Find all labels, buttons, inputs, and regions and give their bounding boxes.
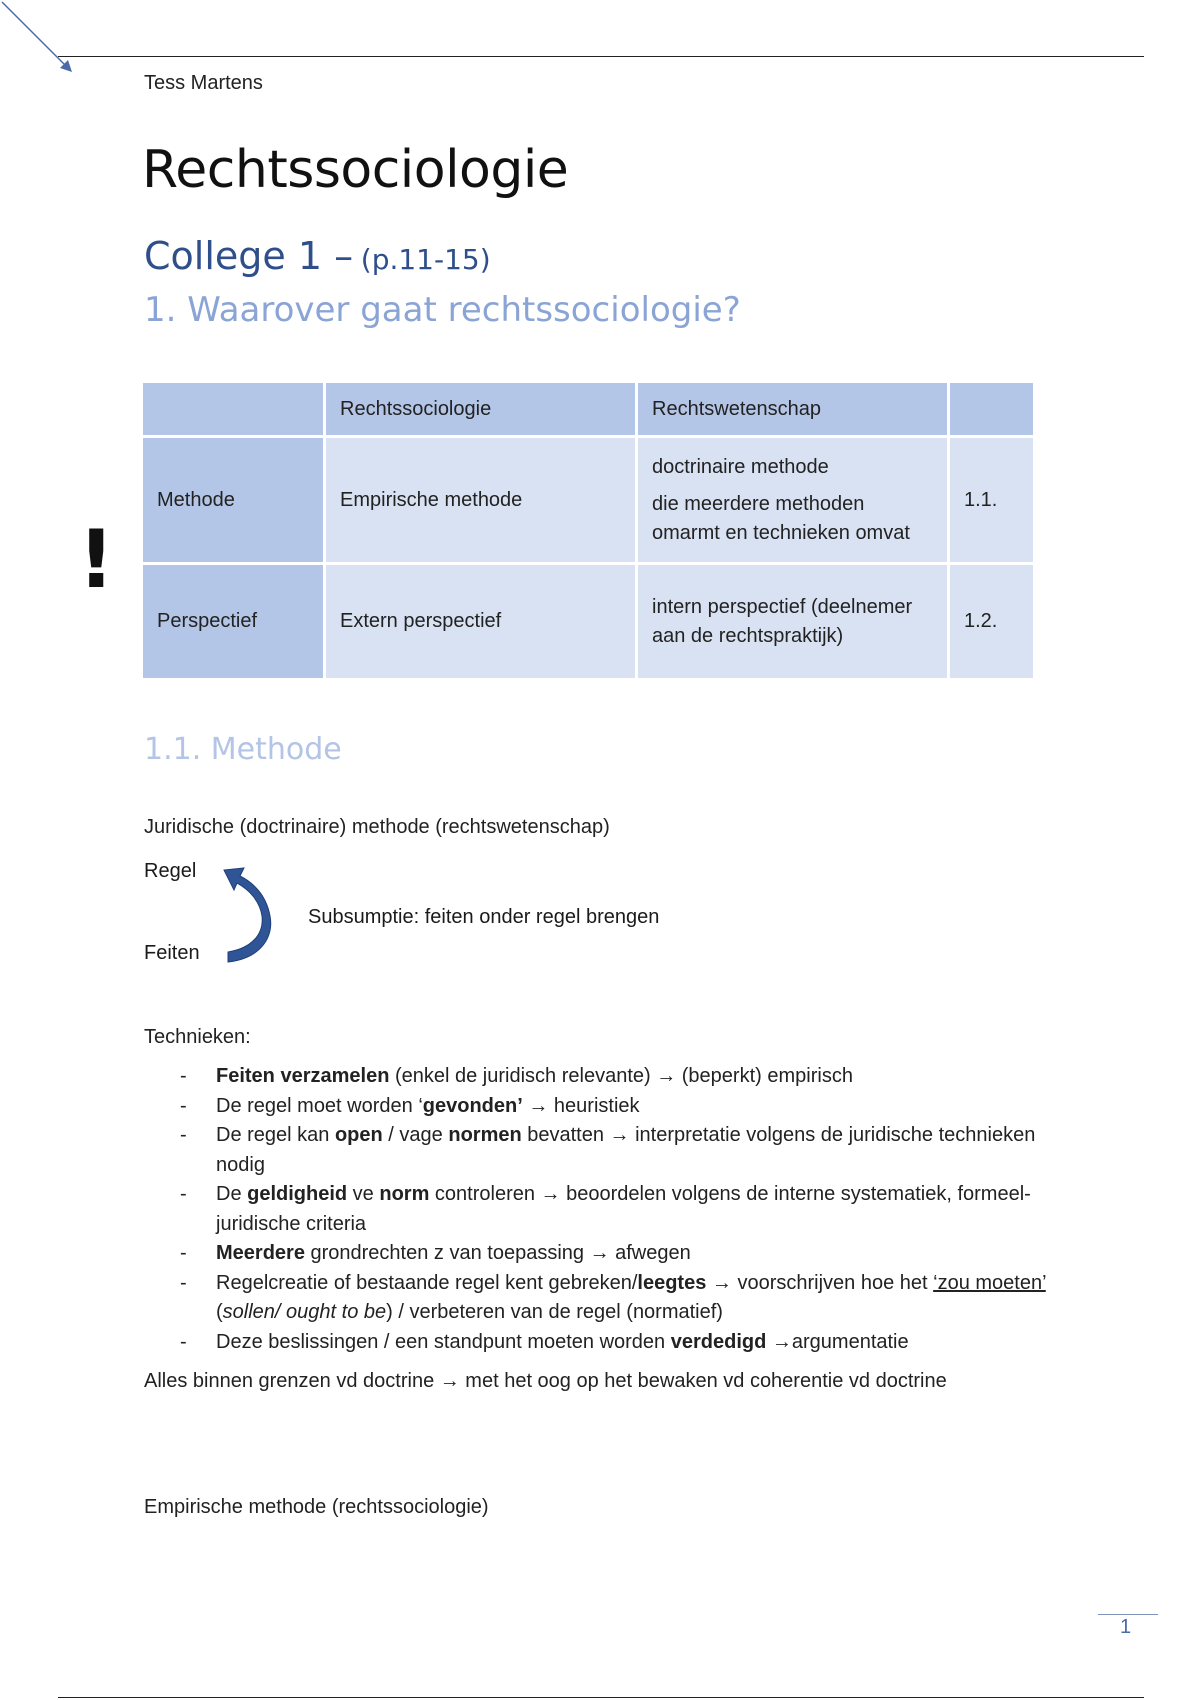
table-cell — [638, 438, 947, 562]
bullet-text-run: ) / verbeteren van de regel (normatief) — [386, 1301, 723, 1323]
section-heading-1: 1. Waarover gaat rechtssociologie? — [144, 290, 741, 330]
bullet-dash: - — [180, 1124, 187, 1146]
bullet-text-run: ve — [347, 1183, 380, 1205]
bullet-text-run: geldigheid — [247, 1183, 348, 1205]
table-header-cell — [950, 383, 1033, 435]
header-rule — [58, 56, 1144, 57]
bullet-text-run: bevatten → interpretatie volgens de juridische technieken nodig — [216, 1124, 1036, 1176]
bullet-text-run: De regel moet worden ‘ — [216, 1094, 423, 1117]
bullet-text-run: ‘zou moeten’ — [933, 1271, 1046, 1294]
bullet-text-run: ( — [216, 1301, 223, 1323]
bullet-text-run: norm — [379, 1183, 430, 1205]
technieken-list — [144, 1062, 1084, 1357]
diagram-feiten-label: Feiten — [144, 942, 200, 964]
exclamation-icon: ! — [78, 513, 115, 606]
footer-rule — [1098, 1614, 1158, 1615]
bullet-text-run: normen — [448, 1124, 522, 1146]
bullet-text-run: leegtes — [637, 1271, 707, 1294]
bullet-dash: - — [180, 1330, 187, 1353]
bullet-text-run: gevonden’ — [422, 1094, 523, 1117]
cell-line: die meerdere methoden omarmt en technieken omvat — [652, 492, 910, 544]
corner-arrow-icon — [0, 0, 80, 80]
cell-line: intern perspectief (deelnemer aan de rechtspraktijk) — [652, 595, 913, 647]
section-heading-1-1: 1.1. Methode — [144, 732, 342, 767]
bullet-text-run: De regel kan — [216, 1124, 335, 1146]
list-item — [144, 1328, 1084, 1358]
table-row — [143, 438, 1033, 562]
table-header-cell: Rechtswetenschap — [638, 383, 947, 435]
college-pages: (p.11-15) — [360, 243, 491, 276]
bullet-text-run: Meerdere — [216, 1242, 305, 1264]
row-label: Perspectief — [143, 565, 323, 678]
row-label: Methode — [143, 438, 323, 562]
bullet-text-run: → heuristiek — [522, 1094, 640, 1117]
bullet-dash: - — [180, 1065, 187, 1087]
bullet-text-run: / vage — [382, 1124, 449, 1146]
list-item — [144, 1121, 1084, 1180]
bullet-text-run: Regelcreatie of bestaande regel kent gebreken/ — [216, 1271, 638, 1294]
document-title: Rechtssociologie — [142, 140, 569, 200]
college-title: College 1 – — [144, 234, 354, 278]
list-item — [144, 1239, 1084, 1269]
list-item — [144, 1092, 1084, 1122]
table-row — [143, 565, 1033, 678]
college-heading — [144, 234, 491, 278]
bullet-text-run: sollen/ ought to be — [222, 1301, 387, 1323]
alles-binnen-line: Alles binnen grenzen vd doctrine → met het oog op het bewaken vd coherentie vd doctrine — [144, 1370, 947, 1392]
author-name: Tess Martens — [144, 72, 263, 94]
bullet-text-run: open — [334, 1124, 383, 1146]
table-header-row — [143, 383, 1033, 435]
table-header-cell: Rechtssociologie — [326, 383, 635, 435]
bullet-text-run: Deze beslissingen / een standpunt moeten worden — [216, 1330, 671, 1353]
table-cell-ref: 1.2. — [950, 565, 1033, 678]
table-cell-ref: 1.1. — [950, 438, 1033, 562]
juridische-methode-line: Juridische (doctrinaire) methode (rechtswetenschap) — [144, 816, 610, 838]
bullet-text-run: → voorschrijven hoe het — [706, 1271, 934, 1294]
empirische-methode-line: Empirische methode (rechtssociologie) — [144, 1496, 489, 1518]
list-item — [144, 1062, 1084, 1092]
page-bottom-rule — [58, 1697, 1144, 1698]
bullet-text-run: Feiten verzamelen — [216, 1065, 390, 1087]
bullet-dash: - — [180, 1242, 187, 1264]
bullet-dash: - — [180, 1183, 187, 1205]
bullet-text-run: controleren → beoordelen volgens de interne systematiek, formeel-juridische criteria — [216, 1183, 1031, 1235]
bullet-text-run: De — [216, 1183, 248, 1205]
table-cell: Empirische methode — [326, 438, 635, 562]
table-cell: Extern perspectief — [326, 565, 635, 678]
comparison-table — [140, 380, 1036, 681]
curved-arrow-icon — [222, 858, 282, 968]
page-number: 1 — [1120, 1616, 1132, 1638]
bullet-dash: - — [180, 1271, 187, 1294]
bullet-dash: - — [180, 1094, 187, 1117]
cell-line: doctrinaire methode — [652, 455, 829, 478]
diagram-regel-label: Regel — [144, 860, 197, 882]
subsumptie-text: Subsumptie: feiten onder regel brengen — [308, 906, 660, 928]
list-item — [144, 1180, 1084, 1239]
bullet-text-run: (enkel de juridisch relevante) → (beperkt) empirisch — [389, 1065, 853, 1087]
bullet-text-run: →argumentatie — [766, 1330, 909, 1353]
list-item — [144, 1269, 1084, 1328]
table-header-cell — [143, 383, 323, 435]
bullet-text-run: verdedigd — [670, 1330, 767, 1353]
table-cell — [638, 565, 947, 678]
bullet-text-run: grondrechten z van toepassing → afwegen — [304, 1242, 691, 1264]
technieken-label: Technieken: — [144, 1026, 251, 1048]
